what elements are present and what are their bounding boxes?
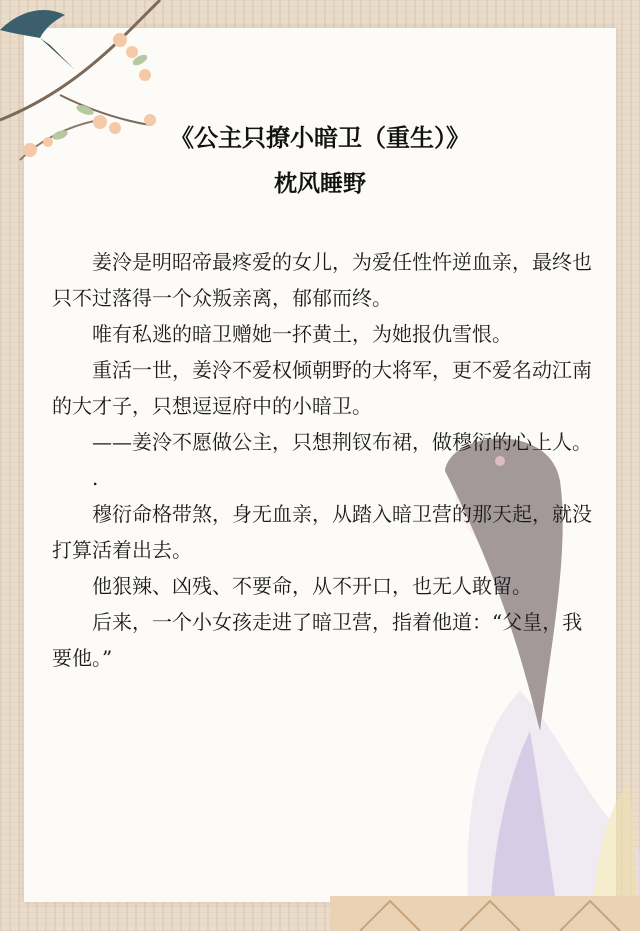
synopsis	[52, 244, 592, 676]
paragraph: 姜泠是明昭帝最疼爱的女儿，为爱任性忤逆血亲，最终也只不过落得一个众叛亲离，郁郁而终。	[52, 250, 592, 310]
swallow-bird	[0, 10, 75, 70]
patterned-floor	[330, 896, 640, 931]
paragraph: 唯有私逃的暗卫赠她一抔黄土，为她报仇雪恨。	[92, 322, 512, 346]
paragraph: 他狠辣、凶残、不要命，从不开口，也无人敢留。	[92, 574, 532, 598]
paragraph: 重活一世，姜泠不爱权倾朝野的大将军，更不爱名动江南的大才子，只想逗逗府中的小暗卫。	[52, 358, 592, 418]
paragraph: 穆衍命格带煞，身无血亲，从踏入暗卫营的那天起，就没打算活着出去。	[52, 502, 592, 562]
author-name: 枕风睡野	[274, 170, 366, 197]
book-title: 《公主只撩小暗卫（重生）》	[170, 123, 470, 152]
paragraph: 后来，一个小女孩走进了暗卫营，指着他道：“父皇，我要他。”	[52, 610, 583, 670]
paragraph-separator: .	[92, 466, 99, 490]
paragraph: ——姜泠不愿做公主，只想荆钗布裙，做穆衍的心上人。	[92, 430, 592, 454]
